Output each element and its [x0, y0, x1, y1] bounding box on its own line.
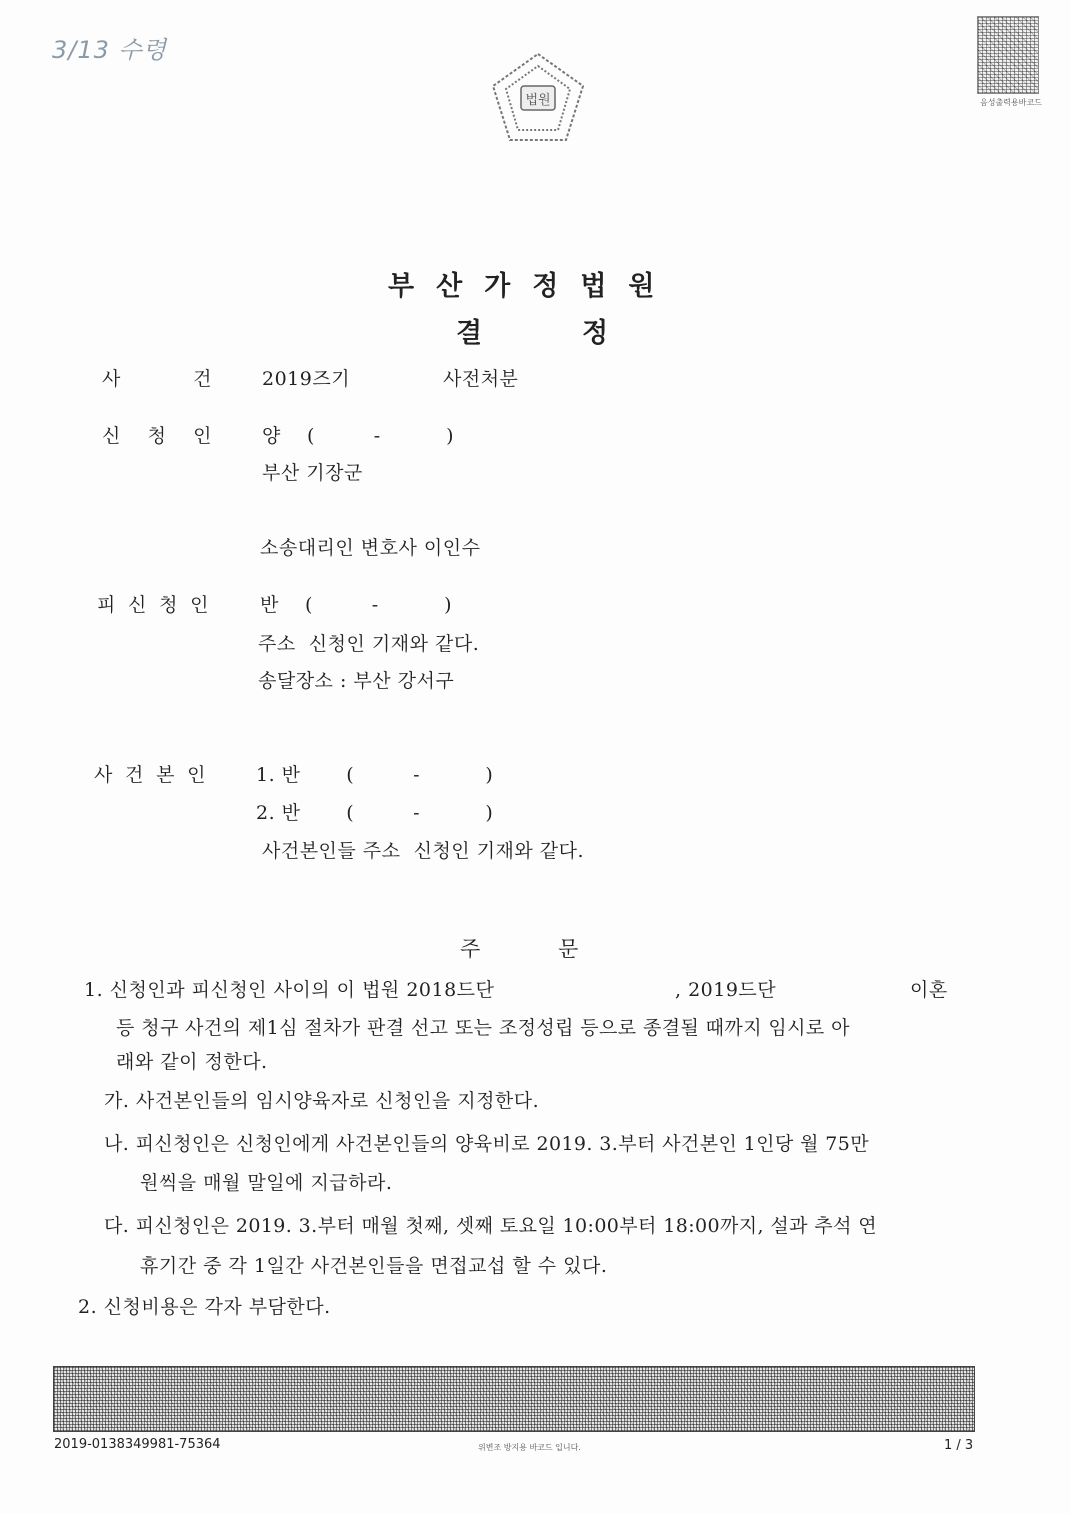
respondent-delivery-address: 송달장소 : 부산 강서구 — [258, 670, 455, 692]
principal-person-1: 1. 반 ( - ) — [256, 764, 494, 786]
label-char: 인 — [190, 594, 209, 616]
order-sub-da-line-2: 휴기간 중 각 1일간 사건본인들을 면접교섭 할 수 있다. — [140, 1255, 608, 1277]
applicant-name: 양 ( - ) — [262, 425, 455, 447]
order-item-2: 2. 신청비용은 각자 부담한다. — [78, 1296, 331, 1318]
label-char: 건 — [193, 368, 212, 390]
seal-text: 법원 — [525, 93, 551, 108]
order-item-1-line-1a: 1. 신청인과 피신청인 사이의 이 법원 2018드단 — [84, 979, 495, 1001]
anti-forgery-barcode — [53, 1366, 975, 1432]
document-title-right: 정 — [582, 318, 609, 349]
order-heading-left: 주 — [460, 937, 481, 961]
order-sub-na-line-1: 나. 피신청인은 신청인에게 사건본인들의 양육비로 2019. 3.부터 사건본인 1인당 월 75만 — [104, 1133, 869, 1155]
respondent-name: 반 ( - ) — [260, 594, 453, 616]
order-sub-ga: 가. 사건본인들의 임시양육자로 신청인을 지정한다. — [104, 1090, 540, 1112]
applicant-label — [102, 421, 212, 448]
case-type: 사전처분 — [443, 368, 519, 390]
label-char: 신 — [128, 594, 147, 616]
page-number: 1 / 3 — [944, 1438, 974, 1453]
label-char: 피 — [97, 594, 116, 616]
document-id: 2019-0138349981-75364 — [54, 1437, 221, 1452]
case-label — [102, 364, 212, 391]
voice-output-qr-code — [977, 16, 1039, 94]
order-item-1-line-1b: , 2019드단 — [675, 979, 777, 1001]
label-char: 청 — [147, 425, 167, 447]
handwritten-receipt-note: 3/13 수령 — [52, 36, 167, 64]
order-sub-da-line-1: 다. 피신청인은 2019. 3.부터 매월 첫째, 셋째 토요일 10:00부터 18:00까지, 설과 추석 연 — [104, 1215, 878, 1237]
label-char: 사 — [102, 368, 121, 390]
principal-person-2: 2. 반 ( - ) — [256, 802, 494, 824]
label-char: 인 — [187, 764, 206, 786]
court-name: 부산가정법원 — [388, 271, 677, 302]
applicant-attorney: 소송대리인 변호사 이인수 — [260, 537, 481, 559]
order-heading-right: 문 — [558, 937, 579, 961]
label-char: 사 — [94, 764, 113, 786]
principals-label — [94, 760, 206, 787]
qr-caption: 음성출력용바코드 — [980, 98, 1042, 107]
label-char: 건 — [125, 764, 144, 786]
label-char: 인 — [193, 425, 212, 447]
court-seal-icon — [488, 50, 588, 146]
respondent-label — [97, 590, 209, 617]
applicant-address: 부산 기장군 — [262, 462, 363, 484]
respondent-address: 주소 신청인 기재와 같다. — [258, 633, 480, 655]
label-char: 청 — [159, 594, 178, 616]
order-item-1-line-3: 래와 같이 정한다. — [116, 1051, 268, 1073]
label-char: 신 — [102, 425, 121, 447]
order-item-1-line-1c: 이혼 — [910, 979, 948, 1001]
principals-address: 사건본인들 주소 신청인 기재와 같다. — [262, 840, 585, 862]
case-number: 2019즈기 — [262, 368, 351, 390]
label-char: 본 — [156, 764, 175, 786]
order-sub-na-line-2: 원씩을 매월 말일에 지급하라. — [140, 1172, 393, 1194]
order-item-1-line-2: 등 청구 사건의 제1심 절차가 판결 선고 또는 조정성립 등으로 종결될 때까지 임시로 아 — [116, 1017, 850, 1039]
document-title-left: 결 — [456, 318, 483, 349]
barcode-caption: 위변조 방지용 바코드 입니다. — [478, 1443, 581, 1452]
